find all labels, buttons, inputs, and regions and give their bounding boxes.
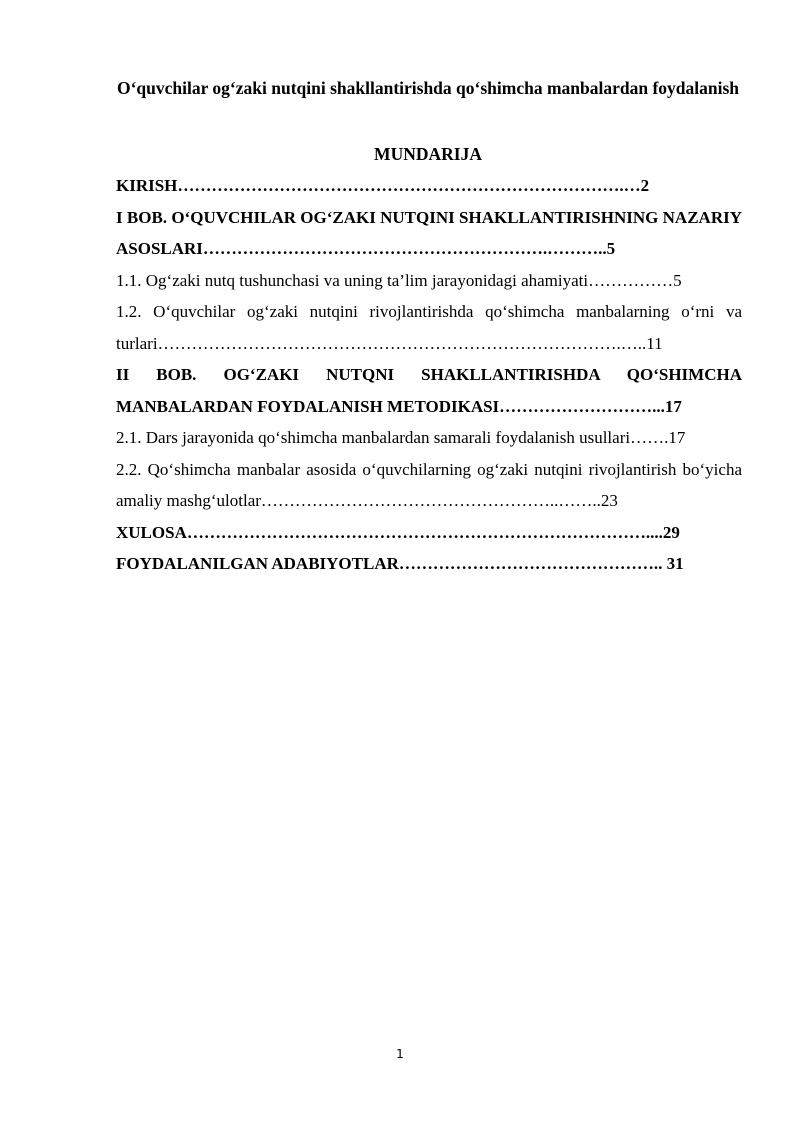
toc-heading: MUNDARIJA xyxy=(374,144,482,164)
page-number: 1 xyxy=(396,1047,404,1061)
toc-entry-section-2-2: 2.2. Qo‘shimcha manbalar asosida o‘quvchilarning og‘zaki nutqini rivojlantirish bo‘yicha amaliy mashg‘ulotlar……………………………………………..……..23 xyxy=(116,459,742,510)
toc-entry-xulosa: XULOSA………………………………………………………………………....29 xyxy=(116,522,680,542)
toc-entry-chapter-1: I BOB. O‘QUVCHILAR OG‘ZAKI NUTQINI SHAKLLANTIRISHNING NAZARIY ASOSLARI…………………………………………………….………..5 xyxy=(116,207,742,258)
document-title: O‘quvchilar og‘zaki nutqini shakllantirishda qo‘shimcha manbalardan foydalanish xyxy=(116,78,740,98)
toc-entry-section-1-1: 1.1. Og‘zaki nutq tushunchasi va uning ta’lim jarayonidagi ahamiyati……………5 xyxy=(116,270,682,290)
toc-entry-section-1-2: 1.2. O‘quvchilar og‘zaki nutqini rivojlantirishda qo‘shimcha manbalarning o‘rni va turlari……………………………………………………………………….…..11 xyxy=(116,302,742,353)
toc-entry-chapter-2: II BOB. OG‘ZAKI NUTQNI SHAKLLANTIRISHDA QO‘SHIMCHA MANBALARDAN FOYDALANISH METODIKASI………………………...17 xyxy=(116,365,742,416)
toc-entry-section-2-1: 2.1. Dars jarayonida qo‘shimcha manbalardan samarali foydalanish usullari…….17 xyxy=(116,428,686,447)
table-of-contents xyxy=(116,170,742,580)
toc-entry-kirish: KIRISH…………………………………………………………………….…2 xyxy=(116,176,650,195)
toc-entry-bibliography: FOYDALANILGAN ADABIYOTLAR……………………………………….. 31 xyxy=(116,554,684,573)
